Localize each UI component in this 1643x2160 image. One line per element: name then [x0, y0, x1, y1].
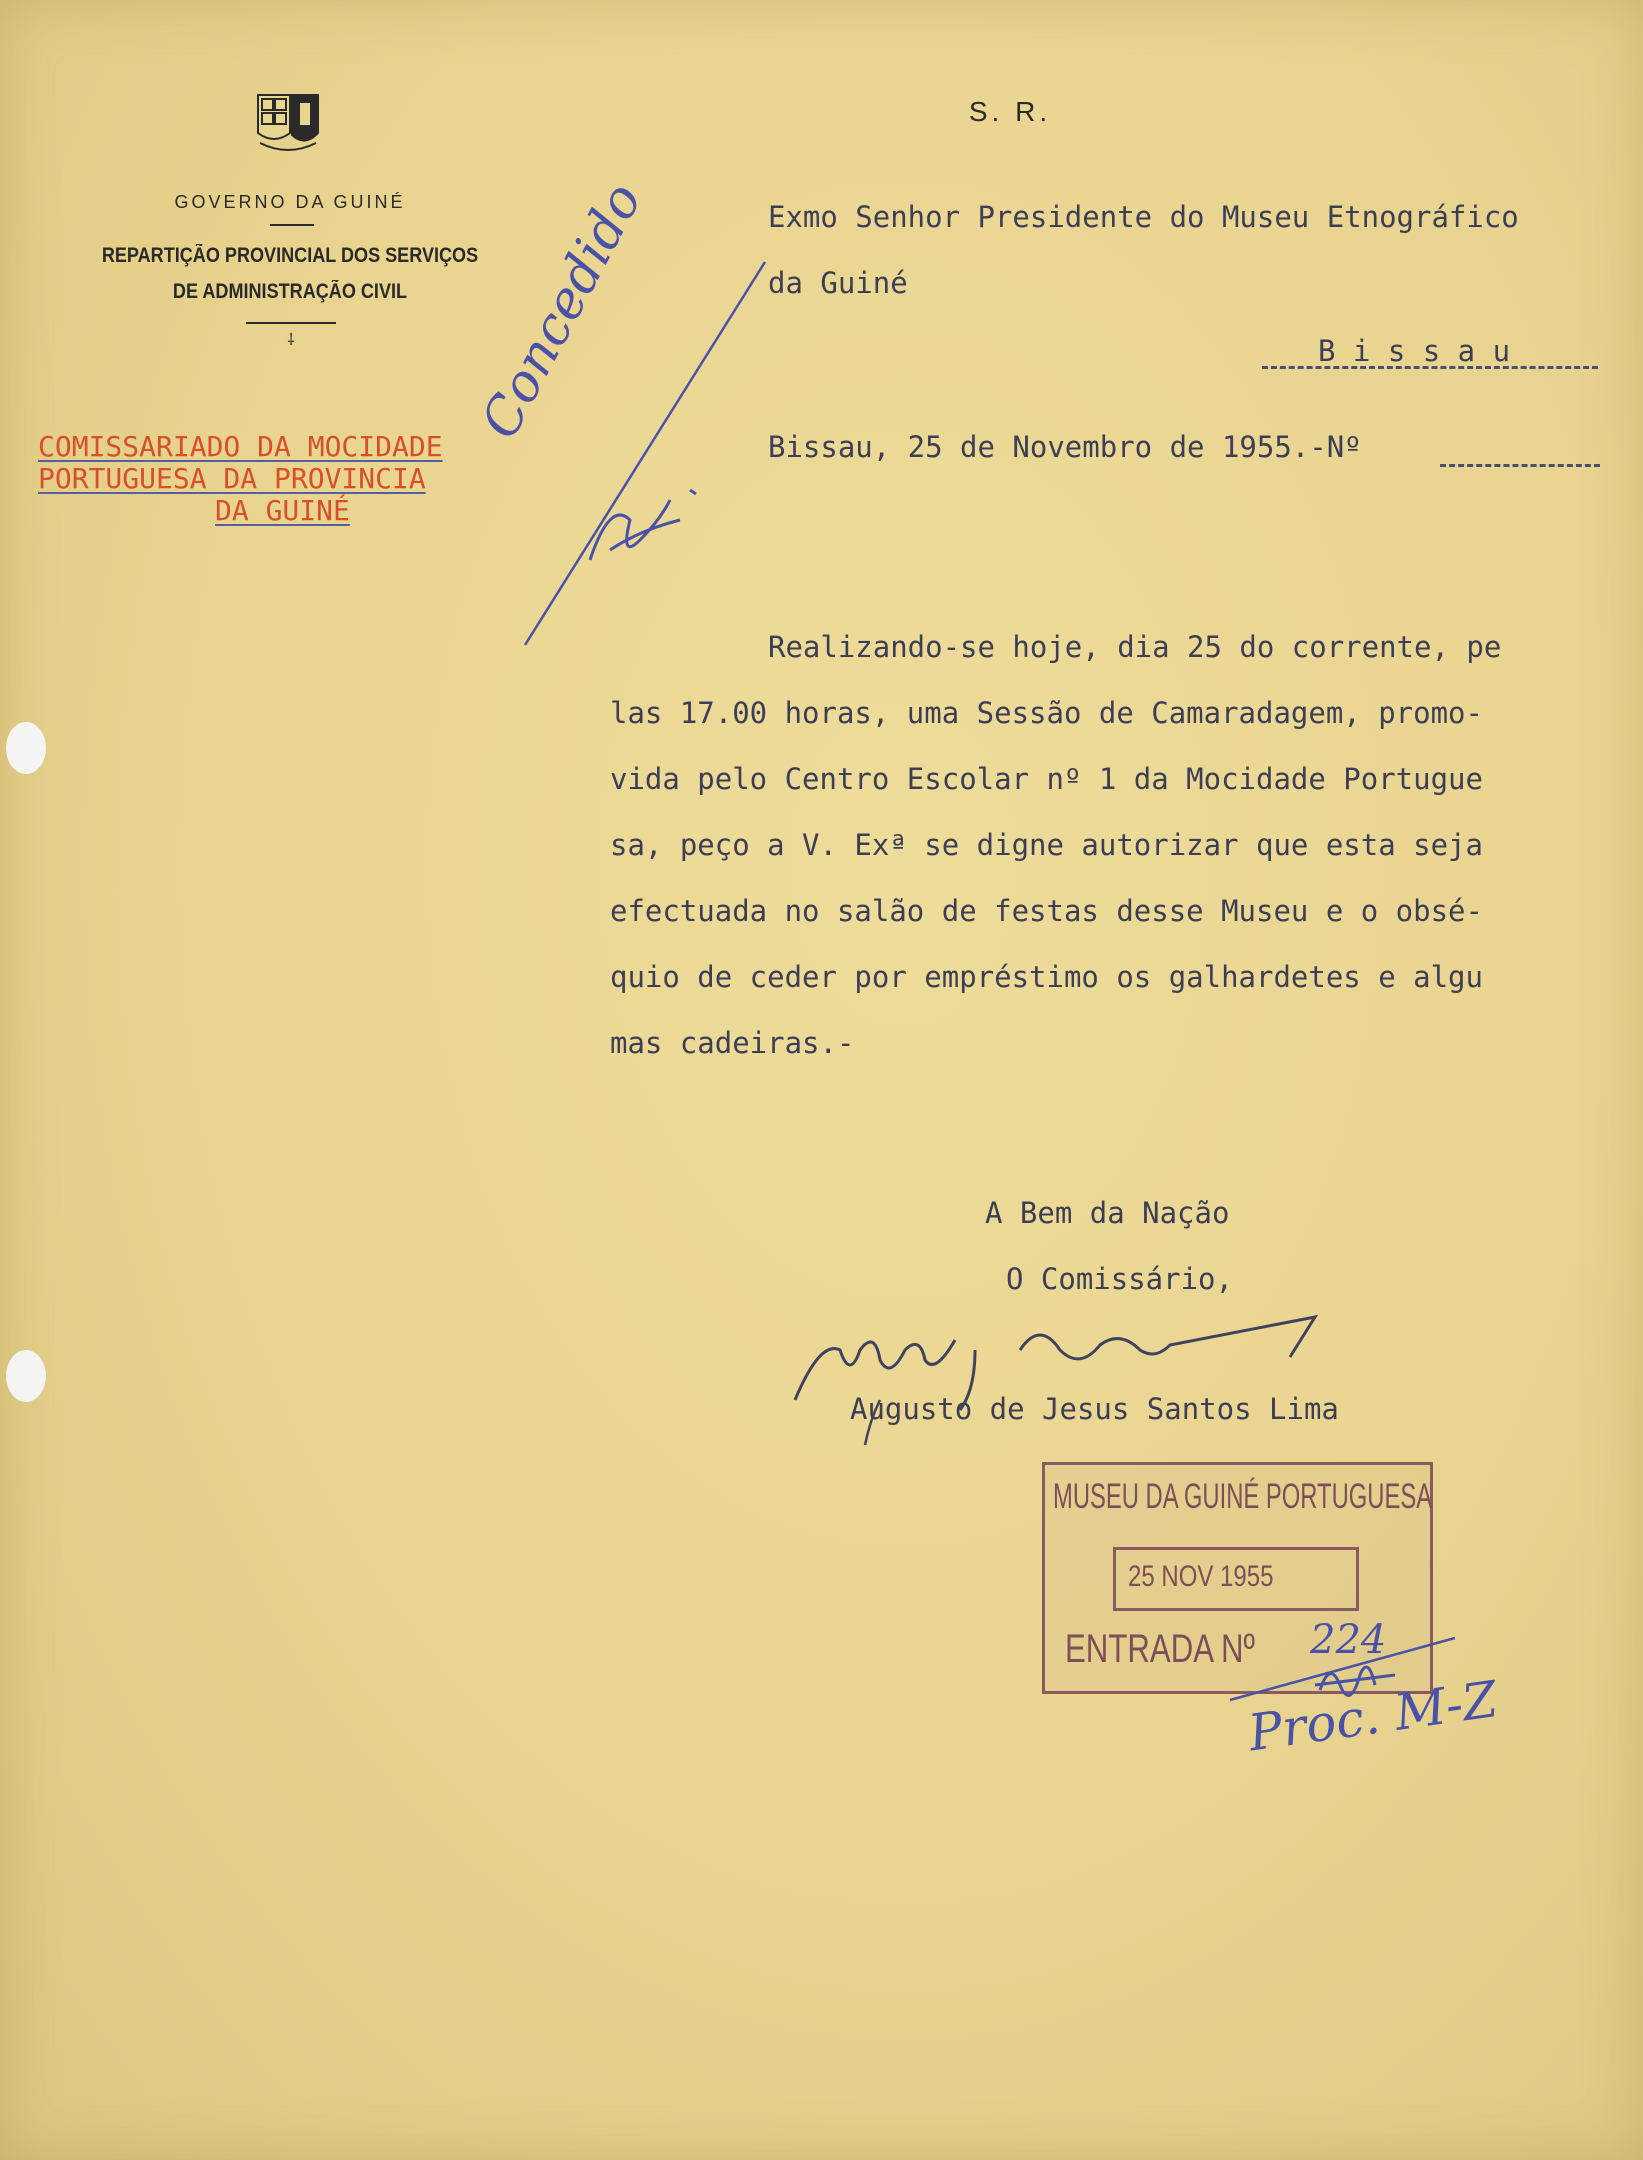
body-line: efectuada no salão de festas desse Museu e o obsé-	[610, 894, 1483, 928]
stamp-entry-number: 224	[1310, 1617, 1387, 1663]
closing-title: O Comissário,	[1006, 1262, 1233, 1296]
filing-note: Proc. M-Z	[1245, 1670, 1501, 1763]
margin-note: Concedido	[470, 173, 654, 449]
department-line-1: REPARTIÇÃO PROVINCIAL DOS SERVIÇOS	[101, 244, 479, 267]
stamp-initials-icon	[1315, 1667, 1395, 1695]
closing-salutation: A Bem da Nação	[985, 1196, 1230, 1230]
government-title: GOVERNO DA GUINÉ	[174, 192, 406, 212]
recipient-line-1: Exmo Senhor Presidente do Museu Etnográfico	[768, 200, 1519, 234]
margin-initials-icon	[590, 490, 696, 560]
body-line: vida pelo Centro Escolar nº 1 da Mocidade Portugue	[610, 762, 1483, 796]
sender-stamp-line-1: COMISSARIADO DA MOCIDADE	[38, 430, 443, 463]
body-line: mas cadeiras.-	[610, 1026, 855, 1060]
body-line: Realizando-se hoje, dia 25 do corrente, pe	[768, 630, 1502, 664]
stamp-entry-label: ENTRADA Nº	[1065, 1627, 1255, 1671]
date-line: Bissau, 25 de Novembro de 1955.-Nº	[768, 430, 1362, 464]
body-line: quio de ceder por empréstimo os galhardetes e algu	[610, 960, 1483, 994]
margin-diagonal-line	[525, 262, 765, 645]
recipient-line-2: da Guiné	[768, 266, 908, 300]
body-line: las 17.00 horas, uma Sessão de Camaradagem, promo-	[610, 696, 1483, 730]
recipient-city: B i s s a u	[1318, 334, 1511, 368]
stamp-museum-name: MUSEU DA GUINÉ PORTUGUESA	[1053, 1477, 1433, 1516]
signatory-name: Augusto de Jesus Santos Lima	[850, 1392, 1339, 1426]
sender-stamp-line-2: PORTUGUESA DA PROVINCIA	[38, 462, 426, 495]
department-line-2: DE ADMINISTRAÇÃO CIVIL	[172, 280, 408, 303]
body-line: sa, peço a V. Exª se digne autorizar que esta seja	[610, 828, 1483, 862]
sender-stamp-line-3: DA GUINÉ	[215, 494, 350, 527]
signature-icon	[795, 1317, 1315, 1410]
signature-tail	[865, 1400, 880, 1445]
header-mark: S. R.	[968, 96, 1052, 127]
stamp-date: 25 NOV 1955	[1128, 1560, 1274, 1593]
ornament-icon: ⸸	[287, 332, 295, 349]
